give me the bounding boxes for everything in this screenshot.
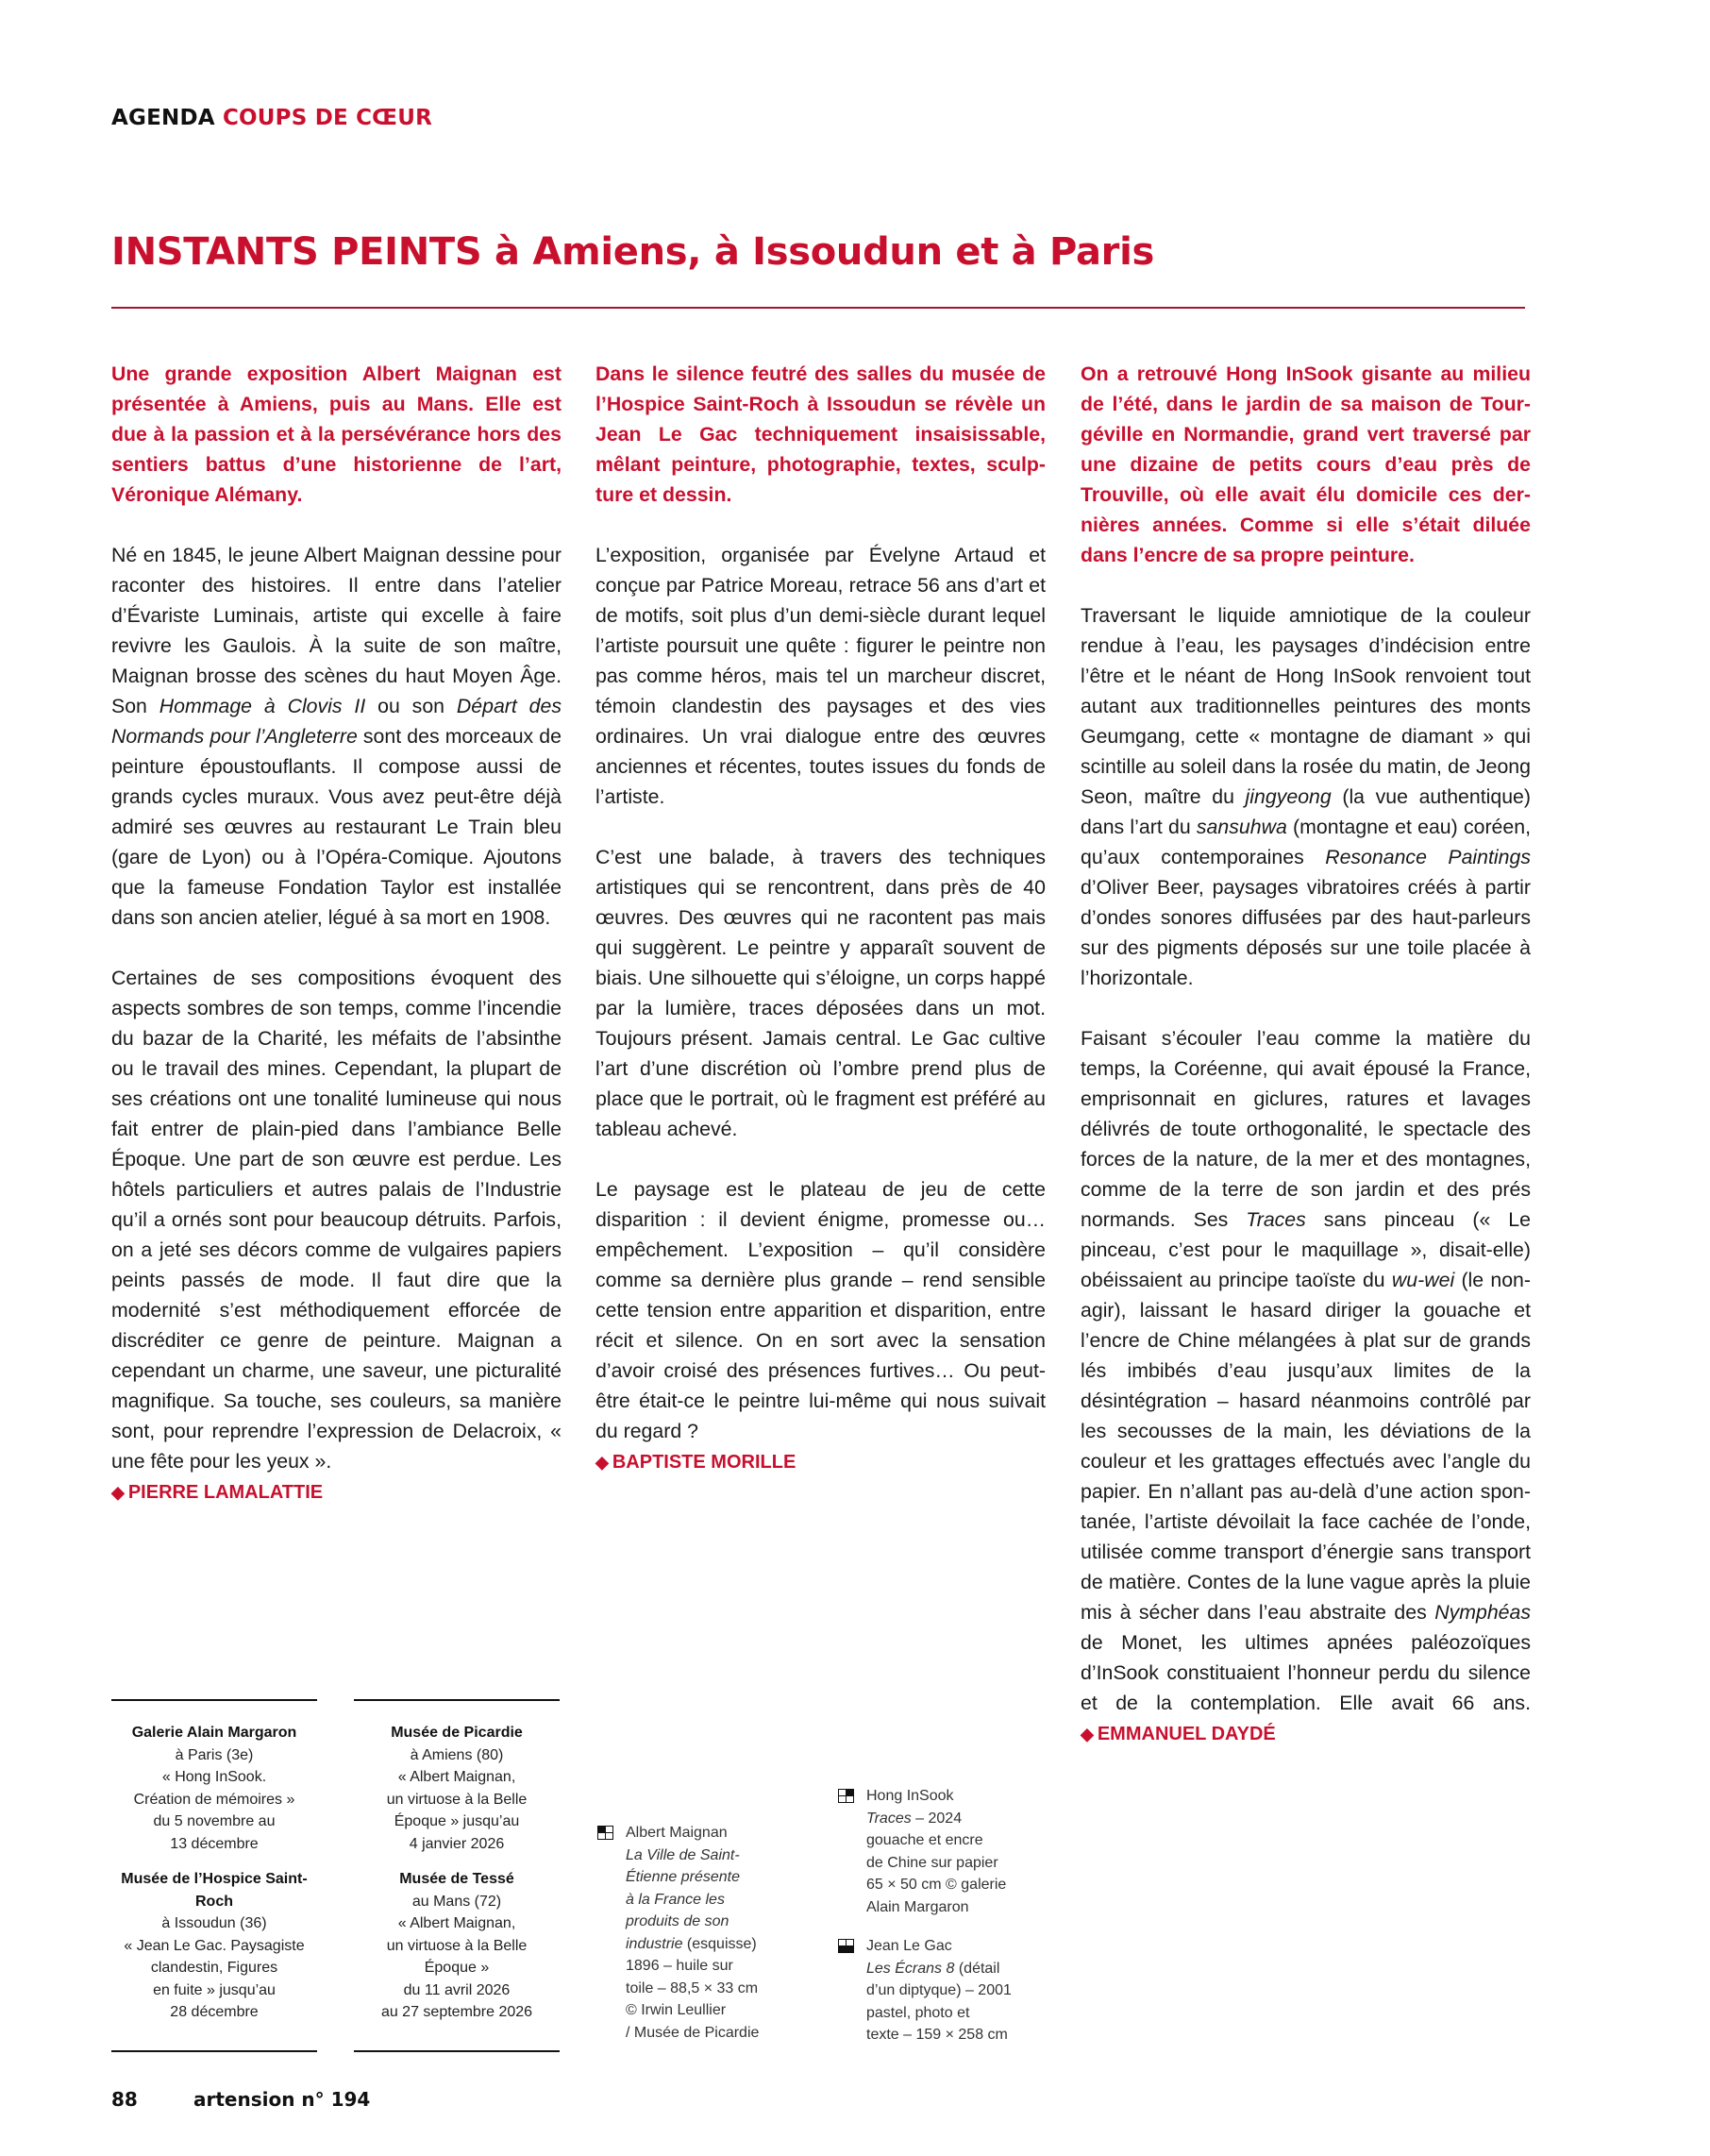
- exhibition-detail: 4 janvier 2026: [409, 1835, 505, 1852]
- article-lede: Une grande exposition Albert Maignan est présentée à Amiens, puis au Mans. Elle est due à la passion et à la persévérance hors des sentiers battus d’une historienne de l’art, Véronique Alémany.: [111, 362, 562, 506]
- exhibition-detail: « Hong InSook.: [161, 1769, 267, 1785]
- text-segment: – 2024: [911, 1810, 963, 1827]
- artwork-title: Traces: [866, 1810, 912, 1827]
- rubric-subsection: COUPS DE CŒUR: [222, 106, 433, 130]
- exhibition-detail: « Albert Maignan,: [397, 1915, 516, 1931]
- caption-hong-insook: [838, 1785, 1065, 1918]
- artwork-title: jingyeong: [1245, 785, 1332, 808]
- artwork-title: Hommage à Clovis II: [159, 695, 366, 717]
- artwork-title: wu-wei: [1391, 1269, 1455, 1291]
- caption-maignan: [597, 1822, 814, 2044]
- exhibition-detail: un virtuose à la Belle: [386, 1791, 528, 1808]
- exhibition-detail: à Amiens (80): [410, 1746, 504, 1763]
- caption-line: [626, 1955, 814, 1978]
- exhibition-infobox-1: [111, 1699, 317, 2052]
- text-segment: Traversant le liquide amniotique de la couleur rendue à l’eau, les paysages d’indécision entre l’être et le néant de Hong InSook renvoient tout autant aux traditionnelles peintures des monts Geumgang, cette « montagne de diamant » qui scintille au soleil dans la rosée du matin, de Jeong Seon, maître du: [1081, 604, 1531, 808]
- text-segment: de Monet, les ultimes apnées paléozoïques d’InSook constituaient l’honneur perdu du silence et de la contemplation. Elle avait 66 ans.: [1081, 1631, 1531, 1714]
- caption-jean-le-gac: [838, 1935, 1065, 2047]
- text-segment: Hong InSook: [866, 1788, 954, 1804]
- article-paragraph: [595, 540, 1046, 812]
- photo-position-top-left-icon: [597, 1826, 613, 1840]
- caption-line: [626, 1844, 814, 1867]
- caption-line: [626, 1889, 814, 1912]
- exhibition-detail: au 27 septembre 2026: [380, 2004, 533, 2020]
- article-lede: Dans le silence feutré des salles du musée de l’Hospice Saint-Roch à Issoudun se révèle un Jean Le Gac techniquement insaisissable, mêlant peinture, photographie, textes, sculpture et dessin.: [595, 362, 1046, 506]
- exhibition-detail: un virtuose à la Belle: [386, 1937, 528, 1954]
- diamond-icon: ◆: [1081, 1725, 1094, 1743]
- caption-text: [838, 1785, 1065, 1918]
- text-segment: (montagne et eau) coréen, qu’aux contemporaines: [1081, 816, 1532, 868]
- diamond-icon: ◆: [595, 1453, 609, 1472]
- artwork-title: à la France les: [626, 1891, 725, 1908]
- text-segment: C’est une balade, à travers des techniques artistiques qui se rencontrent, dans près de 40 œuvres. Des œuvres qui ne racontent pas mais qui suggèrent. Le peintre y apparaît souvent de biais. Une silhouette qui s’éloigne, un corps happé par la lumière, traces déposées dans un mot. Toujours présent. Jamais central. Le Gac cultive l’art d’une discrétion où l’ombre prend plus de place que le portrait, où le fragment est préféré au tableau achevé.: [595, 846, 1046, 1140]
- caption-line: [866, 2002, 1065, 2025]
- article-paragraph: [595, 1174, 1046, 1477]
- artwork-title: sansuhwa: [1196, 816, 1287, 838]
- caption-line: [866, 1958, 1065, 1980]
- article-column-2: [595, 359, 1046, 1508]
- photo-position-bottom-icon: [838, 1939, 854, 1953]
- page-number: 88: [111, 2088, 138, 2111]
- text-segment: toile – 88,5 × 33 cm: [626, 1979, 759, 1996]
- venue-name: Musée de Tessé: [399, 1871, 514, 1887]
- artwork-title: Les Écrans 8: [866, 1960, 955, 1977]
- exhibition-detail: 28 décembre: [170, 2004, 259, 2020]
- text-segment: sans pinceau (« Le pinceau, c’est pour le maquillage », disait-elle) obéissaient au principe taoïste du: [1081, 1208, 1531, 1291]
- text-segment: gouache et encre: [866, 1832, 983, 1848]
- text-segment: sont des morceaux de peinture époustouflants. Il compose aussi de grands cycles muraux. Vous avez peut-être déjà admiré ses œuvres au restaurant Le Train bleu (gare de Lyon) ou à l’Opéra-Comique. Ajoutons que la fameuse Fondation Taylor est installée dans son ancien atelier, légué à sa mort en 1908.: [111, 725, 562, 929]
- page-footer: [111, 2088, 370, 2111]
- text-segment: Faisant s’écouler l’eau comme la matière du temps, la Coréenne, qui avait épousé la France, emprisonnait en giclures, ratures et lavages délivrés de toute orthogonalité, le spectacle des forces de la nature, de la mer et des montagnes, comme de la terre de son jardin et des prés normands. Ses: [1081, 1027, 1531, 1231]
- article-lede: On a retrouvé Hong InSook gisante au milieu de l’été, dans le jardin de sa maison de Tourgéville en Normandie, grand vert traversé par une dizaine de petits cours d’eau près de Trouville, où elle avait élu domicile ces dernières années. Comme si elle s’était diluée dans l’encre de sa propre peinture.: [1081, 362, 1531, 566]
- text-segment: Certaines de ses compositions évoquent des aspects sombres de son temps, comme l’incendie du bazar de la Charité, les méfaits de l’absinthe ou le travail des mines. Cependant, la plupart de ses créations ont une tonalité lumineuse qui nous fait entrer de plain-pied dans l’ambiance Belle Époque. Une part de son œuvre est perdue. Les hôtels particuliers et autres palais de l’Industrie qu’il a ornés sont pour beaucoup détruits. Parfois, on a jeté ses décors comme de vulgaires papiers peints passés de mode. Il faut dire que la modernité s’est méthodiquement efforcée de discréditer ce genre de peinture. Maignan a cependant un charme, une saveur, une picturalité magnifique. Sa touche, ses couleurs, sa manière sont, pour reprendre l’expression de Delacroix, « une fête pour les yeux ».: [111, 967, 562, 1473]
- exhibition-infobox-2: [354, 1699, 560, 2052]
- text-segment: d’un diptyque) – 2001: [866, 1982, 1012, 1998]
- artwork-title: Départ des Normands pour l’Angleterre: [111, 695, 562, 748]
- author-name: BAPTISTE MORILLE: [612, 1452, 796, 1473]
- publication-issue: artension n° 194: [193, 2088, 371, 2111]
- exhibition-detail: Époque » jusqu’au: [394, 1813, 520, 1829]
- exhibition-detail: clandestin, Figures: [150, 1960, 278, 1976]
- caption-line: [866, 1852, 1065, 1875]
- exhibition-detail: Création de mémoires »: [133, 1791, 295, 1808]
- exhibition-detail: à Paris (3e): [175, 1746, 254, 1763]
- text-segment: Jean Le Gac: [866, 1938, 952, 1954]
- artwork-title: La Ville de Saint-: [626, 1846, 740, 1863]
- venue-name: Musée de l’Hospice Saint-Roch: [121, 1871, 308, 1910]
- exhibition-entry: [111, 1868, 317, 2024]
- author-signature: [595, 1452, 796, 1473]
- section-rubric: [111, 106, 432, 130]
- caption-line: [866, 1829, 1065, 1852]
- caption-line: [626, 2022, 814, 2045]
- text-segment: © Irwin Leullier: [626, 2002, 727, 2018]
- text-segment: d’Oliver Beer, paysages vibratoires créés à partir d’ondes sonores diffusées par des haut-parleurs sur des pigments déposés sur une toile placée à l’horizontale.: [1081, 876, 1531, 989]
- caption-text: [838, 1935, 1065, 2047]
- exhibition-entry: [354, 1868, 560, 2024]
- artwork-title: Resonance Paintings: [1325, 846, 1531, 868]
- text-segment: ou son: [365, 695, 457, 717]
- exhibition-detail: du 5 novembre au: [153, 1813, 276, 1829]
- venue-name: Musée de Picardie: [391, 1725, 523, 1741]
- text-segment: Né en 1845, le jeune Albert Maignan dessine pour raconter des histoires. Il entre dans l’atelier d’Évariste Luminais, artiste qui excelle à faire revivre les Gaulois. À la suite de son maître, Maignan brosse des scènes du haut Moyen Âge. Son: [111, 544, 562, 717]
- exhibition-detail: au Mans (72): [411, 1893, 502, 1910]
- caption-line: [866, 1808, 1065, 1830]
- text-segment: 65 × 50 cm © galerie: [866, 1877, 1007, 1893]
- article-paragraph: [1081, 600, 1531, 993]
- caption-line: [626, 1933, 814, 1956]
- author-signature: [111, 1482, 323, 1503]
- exhibition-entry: [354, 1722, 560, 1855]
- article-column-1: [111, 359, 562, 1538]
- text-segment: pastel, photo et: [866, 2004, 970, 2021]
- text-segment: texte – 159 × 258 cm: [866, 2027, 1008, 2043]
- text-segment: (le non-agir), laissant le hasard diriger la gouache et l’encre de Chine mélangées à plat sur de grands lés imbibés d’eau jusqu’aux limites de la désintégration – hasard néanmoins contrôlé par les secousses de la main, les déviations de la couleur et les grattages effectués avec l’angle du papier. En n’allant pas au-delà d’une action spontanée, l’artiste dévoilait la face cachée de l’onde, utilisée comme transport d’énergie sans transport de matière. Contes de la lune vague après la pluie mis à sécher dans l’eau abstraite des: [1081, 1269, 1531, 1624]
- article-title: INSTANTS PEINTS à Amiens, à Issoudun et à Paris: [111, 230, 1154, 274]
- author-name: PIERRE LAMALATTIE: [127, 1482, 324, 1503]
- caption-line: [626, 1822, 814, 1844]
- title-divider: [111, 307, 1525, 309]
- artwork-title: produits de son: [626, 1913, 729, 1929]
- article-column-3: [1081, 359, 1531, 1779]
- exhibition-detail: « Albert Maignan,: [397, 1769, 516, 1785]
- rubric-section: AGENDA: [111, 106, 215, 130]
- text-segment: (la vue authentique) dans l’art du: [1081, 785, 1531, 838]
- exhibition-detail: en fuite » jusqu’au: [153, 1981, 276, 1998]
- exhibition-detail: à Issoudun (36): [161, 1915, 267, 1931]
- text-segment: Albert Maignan: [626, 1825, 728, 1841]
- exhibition-detail: 13 décembre: [170, 1835, 259, 1852]
- caption-line: [866, 1874, 1065, 1896]
- venue-name: Galerie Alain Margaron: [131, 1725, 297, 1741]
- text-segment: / Musée de Picardie: [626, 2024, 760, 2041]
- caption-text: [597, 1822, 814, 2044]
- text-segment: 1896 – huile sur: [626, 1958, 733, 1974]
- caption-line: [626, 1866, 814, 1889]
- article-paragraph: [111, 963, 562, 1508]
- text-segment: (esquisse): [682, 1935, 757, 1952]
- caption-line: [866, 1935, 1065, 1958]
- exhibition-entry: [111, 1722, 317, 1855]
- artwork-title: industrie: [626, 1935, 683, 1952]
- diamond-icon: ◆: [111, 1483, 125, 1502]
- caption-line: [626, 1911, 814, 1933]
- author-name: EMMANUEL DAYDÉ: [1097, 1724, 1276, 1744]
- text-segment: Le paysage est le plateau de jeu de cette disparition : il devient énigme, promesse ou… empêchement. L’exposition – qu’il considère comme sa dernière plus grande – rend sensible cette tension entre apparition et disparition, entre récit et silence. On en sort avec la sensation d’avoir croisé des présences furtives… Ou peut-être était-ce le peintre lui-même qui nous suivait du regard ?: [595, 1178, 1046, 1442]
- caption-line: [626, 1978, 814, 2000]
- caption-line: [866, 2024, 1065, 2047]
- exhibition-detail: Époque »: [424, 1960, 490, 1976]
- exhibition-detail: du 11 avril 2026: [403, 1981, 511, 1998]
- article-paragraph: [1081, 1023, 1531, 1749]
- author-signature: [1081, 1724, 1276, 1744]
- artwork-title: Traces: [1246, 1208, 1306, 1231]
- caption-line: [866, 1785, 1065, 1808]
- article-paragraph: [595, 842, 1046, 1144]
- article-paragraph: [111, 540, 562, 933]
- text-segment: Alain Margaron: [866, 1898, 969, 1915]
- exhibition-detail: « Jean Le Gac. Paysagiste: [124, 1937, 305, 1954]
- caption-line: [866, 1896, 1065, 1919]
- text-segment: de Chine sur papier: [866, 1854, 998, 1871]
- photo-position-top-right-icon: [838, 1789, 854, 1803]
- artwork-title: Étienne présente: [626, 1869, 740, 1885]
- caption-line: [866, 1979, 1065, 2002]
- caption-line: [626, 1999, 814, 2022]
- artwork-title: Nymphéas: [1434, 1601, 1531, 1624]
- text-segment: L’exposition, organisée par Évelyne Artaud et conçue par Patrice Moreau, retrace 56 ans d’art et de motifs, soit plus d’un demi-siècle durant lequel l’artiste poursuit une quête : figurer le peintre non pas comme héros, mais tel un marcheur discret, témoin clandestin des paysages et des vies ordinaires. Un vrai dialogue entre des œuvres anciennes et récentes, toutes issues du fonds de l’artiste.: [595, 544, 1046, 808]
- text-segment: (détail: [954, 1960, 1000, 1977]
